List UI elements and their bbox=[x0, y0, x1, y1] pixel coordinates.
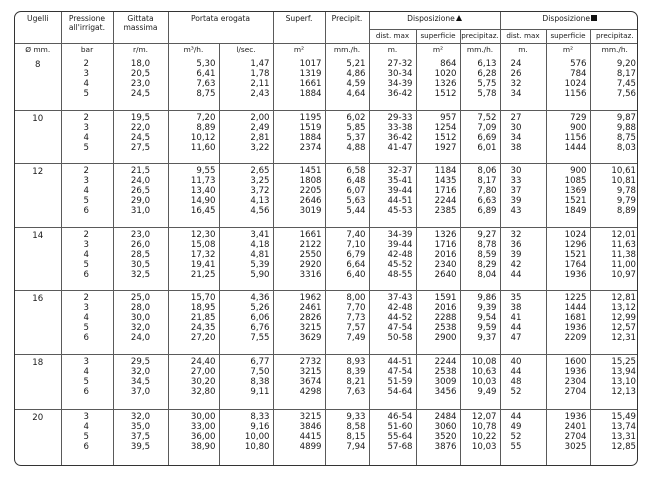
table-cell: 3,41 4,18 4,81 5,39 5,90 bbox=[219, 227, 273, 290]
table-cell: 2 3 4 5 6 bbox=[61, 164, 113, 227]
table-cell: 1017 1319 1661 1884 bbox=[273, 57, 325, 110]
header-portata: Portata erogata bbox=[168, 12, 273, 43]
table-cell: 1600 1936 2304 2704 bbox=[546, 354, 590, 409]
nozzle-group-row bbox=[15, 164, 638, 227]
table-cell: 2732 3215 3674 4298 bbox=[273, 354, 325, 409]
unit-cell: l/sec. bbox=[219, 43, 273, 57]
square-icon bbox=[591, 15, 597, 21]
subheader-precipitaz: precipitaz. bbox=[460, 29, 500, 43]
table-cell: 21,5 24,0 26,5 29,0 31,0 bbox=[113, 164, 168, 227]
nozzle-group-row bbox=[15, 227, 638, 290]
table-body bbox=[15, 57, 638, 465]
subheader-superficie: superficie bbox=[546, 29, 590, 43]
header-disposizione-square bbox=[500, 12, 638, 29]
table-cell: 44-51 47-54 51-59 54-64 bbox=[369, 354, 416, 409]
table-cell: 12,01 11,63 11,38 11,00 10,97 bbox=[590, 227, 638, 290]
table-cell: 9,33 8,58 8,15 7,94 bbox=[325, 410, 369, 465]
table-cell: 1591 2016 2288 2538 2900 bbox=[416, 291, 460, 354]
header-pressione: Pressione all'irrigat. bbox=[61, 12, 113, 43]
subheader-precipitaz: precipitaz. bbox=[590, 29, 638, 43]
table-cell: 1225 1444 1681 1936 2209 bbox=[546, 291, 590, 354]
table-cell: 35 38 41 44 47 bbox=[500, 291, 546, 354]
table-cell: 6,13 6,28 5,75 5,78 bbox=[460, 57, 500, 110]
table-cell: 44 49 52 55 bbox=[500, 410, 546, 465]
table-cell: 2 3 4 5 bbox=[61, 57, 113, 110]
table-cell: 6,58 6,48 6,07 5,63 5,44 bbox=[325, 164, 369, 227]
table-cell: 8,06 8,17 7,80 6,63 6,89 bbox=[460, 164, 500, 227]
nozzle-performance-table bbox=[14, 11, 638, 466]
triangle-icon bbox=[456, 15, 462, 21]
subheader-superficie: superficie bbox=[416, 29, 460, 43]
nozzle-diameter-cell: 18 bbox=[15, 354, 61, 409]
table-cell: 30,00 33,00 36,00 38,90 bbox=[168, 410, 219, 465]
table-cell: 1661 2122 2550 2920 3316 bbox=[273, 227, 325, 290]
unit-cell: mm./h. bbox=[325, 43, 369, 57]
table-cell: 29,5 32,0 34,5 37,0 bbox=[113, 354, 168, 409]
unit-cell: m² bbox=[273, 43, 325, 57]
table-cell: 1,47 1,78 2,11 2,43 bbox=[219, 57, 273, 110]
table-cell: 5,30 6,41 7,63 8,75 bbox=[168, 57, 219, 110]
header-superf: Superf. bbox=[273, 12, 325, 43]
table-cell: 18,0 20,5 23,0 24,5 bbox=[113, 57, 168, 110]
table-cell: 30 33 37 39 43 bbox=[500, 164, 546, 227]
unit-cell: Ø mm. bbox=[15, 43, 61, 57]
table-cell: 3 4 5 6 bbox=[61, 410, 113, 465]
table-cell: 2 3 4 5 6 bbox=[61, 291, 113, 354]
table-cell: 1962 2461 2826 3215 3629 bbox=[273, 291, 325, 354]
table-cell: 3215 3846 4415 4899 bbox=[273, 410, 325, 465]
table-cell: 9,87 9,88 8,75 8,03 bbox=[590, 110, 638, 163]
table-cell: 1195 1519 1884 2374 bbox=[273, 110, 325, 163]
table-cell: 576 784 1024 1156 bbox=[546, 57, 590, 110]
header-precipit: Precipit. bbox=[325, 12, 369, 43]
table-cell: 34-39 39-44 42-48 45-52 48-55 bbox=[369, 227, 416, 290]
nozzle-diameter-cell: 10 bbox=[15, 110, 61, 163]
table-cell: 7,52 7,09 6,69 6,01 bbox=[460, 110, 500, 163]
table-cell: 2,65 3,25 3,72 4,13 4,56 bbox=[219, 164, 273, 227]
unit-cell: mm./h. bbox=[460, 43, 500, 57]
table-cell: 25,0 28,0 30,0 32,0 24,0 bbox=[113, 291, 168, 354]
table-cell: 40 44 48 52 bbox=[500, 354, 546, 409]
table-cell: 2484 3060 3520 3876 bbox=[416, 410, 460, 465]
table-cell: 1936 2401 2704 3025 bbox=[546, 410, 590, 465]
subheader-dist-max: dist. max bbox=[500, 29, 546, 43]
table-cell: 9,27 8,78 8,59 8,29 8,04 bbox=[460, 227, 500, 290]
unit-cell: r/m. bbox=[113, 43, 168, 57]
unit-cell: m. bbox=[369, 43, 416, 57]
table-cell: 15,70 18,95 21,85 24,35 27,20 bbox=[168, 291, 219, 354]
table-cell: 2,00 2,49 2,81 3,22 bbox=[219, 110, 273, 163]
nozzle-group-row bbox=[15, 110, 638, 163]
table-cell: 1326 1716 2016 2340 2640 bbox=[416, 227, 460, 290]
table-cell: 2244 2538 3009 3456 bbox=[416, 354, 460, 409]
table-cell: 12,30 15,08 17,32 19,41 21,25 bbox=[168, 227, 219, 290]
table-cell: 2 3 4 5 6 bbox=[61, 227, 113, 290]
nozzle-group-row bbox=[15, 291, 638, 354]
header-gittata: Gittata massima bbox=[113, 12, 168, 43]
table-cell: 8,93 8,39 8,21 7,63 bbox=[325, 354, 369, 409]
unit-cell: m³/h. bbox=[168, 43, 219, 57]
table-cell: 12,07 10,78 10,22 10,03 bbox=[460, 410, 500, 465]
table-cell: 7,20 8,89 10,12 11,60 bbox=[168, 110, 219, 163]
table-cell: 2 3 4 5 bbox=[61, 110, 113, 163]
table-cell: 957 1254 1512 1927 bbox=[416, 110, 460, 163]
nozzle-diameter-cell: 14 bbox=[15, 227, 61, 290]
unit-cell: m. bbox=[500, 43, 546, 57]
table-cell: 19,5 22,0 24,5 27,5 bbox=[113, 110, 168, 163]
table-cell: 27 30 34 38 bbox=[500, 110, 546, 163]
header-disposizione-triangle-label: Disposizione bbox=[407, 14, 455, 23]
table-cell: 37-43 42-48 44-52 47-54 50-58 bbox=[369, 291, 416, 354]
subheader-dist-max: dist. max bbox=[369, 29, 416, 43]
table-cell: 3 4 5 6 bbox=[61, 354, 113, 409]
header-disposizione-triangle bbox=[369, 12, 500, 29]
table-cell: 9,20 8,17 7,45 7,56 bbox=[590, 57, 638, 110]
nozzle-diameter-cell: 16 bbox=[15, 291, 61, 354]
table-cell: 1024 1296 1521 1764 1936 bbox=[546, 227, 590, 290]
table-cell: 27-32 30-34 34-39 36-42 bbox=[369, 57, 416, 110]
table-cell: 7,40 7,10 6,79 6,64 6,40 bbox=[325, 227, 369, 290]
table-cell: 864 1020 1326 1512 bbox=[416, 57, 460, 110]
table-cell: 23,0 26,0 28,5 30,5 32,5 bbox=[113, 227, 168, 290]
unit-cell: m² bbox=[546, 43, 590, 57]
table-cell: 8,33 9,16 10,00 10,80 bbox=[219, 410, 273, 465]
table-cell: 6,77 7,50 8,38 9,11 bbox=[219, 354, 273, 409]
table-cell: 32,0 35,0 37,5 39,5 bbox=[113, 410, 168, 465]
table-cell: 5,21 4,86 4,59 4,64 bbox=[325, 57, 369, 110]
table-cell: 6,02 5,85 5,37 4,88 bbox=[325, 110, 369, 163]
table-cell: 9,55 11,73 13,40 14,90 16,45 bbox=[168, 164, 219, 227]
table-cell: 12,81 13,12 12,99 12,57 12,31 bbox=[590, 291, 638, 354]
table-cell: 24,40 27,00 30,20 32,80 bbox=[168, 354, 219, 409]
table-cell: 46-54 51-60 55-64 57-68 bbox=[369, 410, 416, 465]
table-cell: 15,25 13,94 13,10 12,13 bbox=[590, 354, 638, 409]
table-cell: 9,86 9,39 9,54 9,59 9,37 bbox=[460, 291, 500, 354]
table-cell: 10,61 10,81 9,78 9,79 8,89 bbox=[590, 164, 638, 227]
nozzle-diameter-cell: 8 bbox=[15, 57, 61, 110]
table-cell: 24 26 32 34 bbox=[500, 57, 546, 110]
table-cell: 1184 1435 1716 2244 2385 bbox=[416, 164, 460, 227]
nozzle-group-row bbox=[15, 57, 638, 110]
unit-cell: m² bbox=[416, 43, 460, 57]
table-cell: 32 36 39 42 44 bbox=[500, 227, 546, 290]
table-cell: 32-37 35-41 39-44 44-51 45-53 bbox=[369, 164, 416, 227]
table-cell: 900 1085 1369 1521 1849 bbox=[546, 164, 590, 227]
table-cell: 29-33 33-38 36-42 41-47 bbox=[369, 110, 416, 163]
nozzle-diameter-cell: 12 bbox=[15, 164, 61, 227]
table-cell: 1451 1808 2205 2646 3019 bbox=[273, 164, 325, 227]
nozzle-diameter-cell: 20 bbox=[15, 410, 61, 465]
unit-cell: bar bbox=[61, 43, 113, 57]
table-cell: 4,36 5,26 6,06 6,76 7,55 bbox=[219, 291, 273, 354]
table-cell: 8,00 7,70 7,73 7,57 7,49 bbox=[325, 291, 369, 354]
table-cell: 10,08 10,63 10,03 9,49 bbox=[460, 354, 500, 409]
table-cell: 15,49 13,74 13,31 12,85 bbox=[590, 410, 638, 465]
header-ugelli: Ugelli bbox=[15, 12, 61, 43]
header-disposizione-square-label: Disposizione bbox=[542, 14, 591, 23]
nozzle-group-row bbox=[15, 410, 638, 465]
nozzle-group-row bbox=[15, 354, 638, 409]
unit-cell: mm./h. bbox=[590, 43, 638, 57]
table-cell: 729 900 1156 1444 bbox=[546, 110, 590, 163]
